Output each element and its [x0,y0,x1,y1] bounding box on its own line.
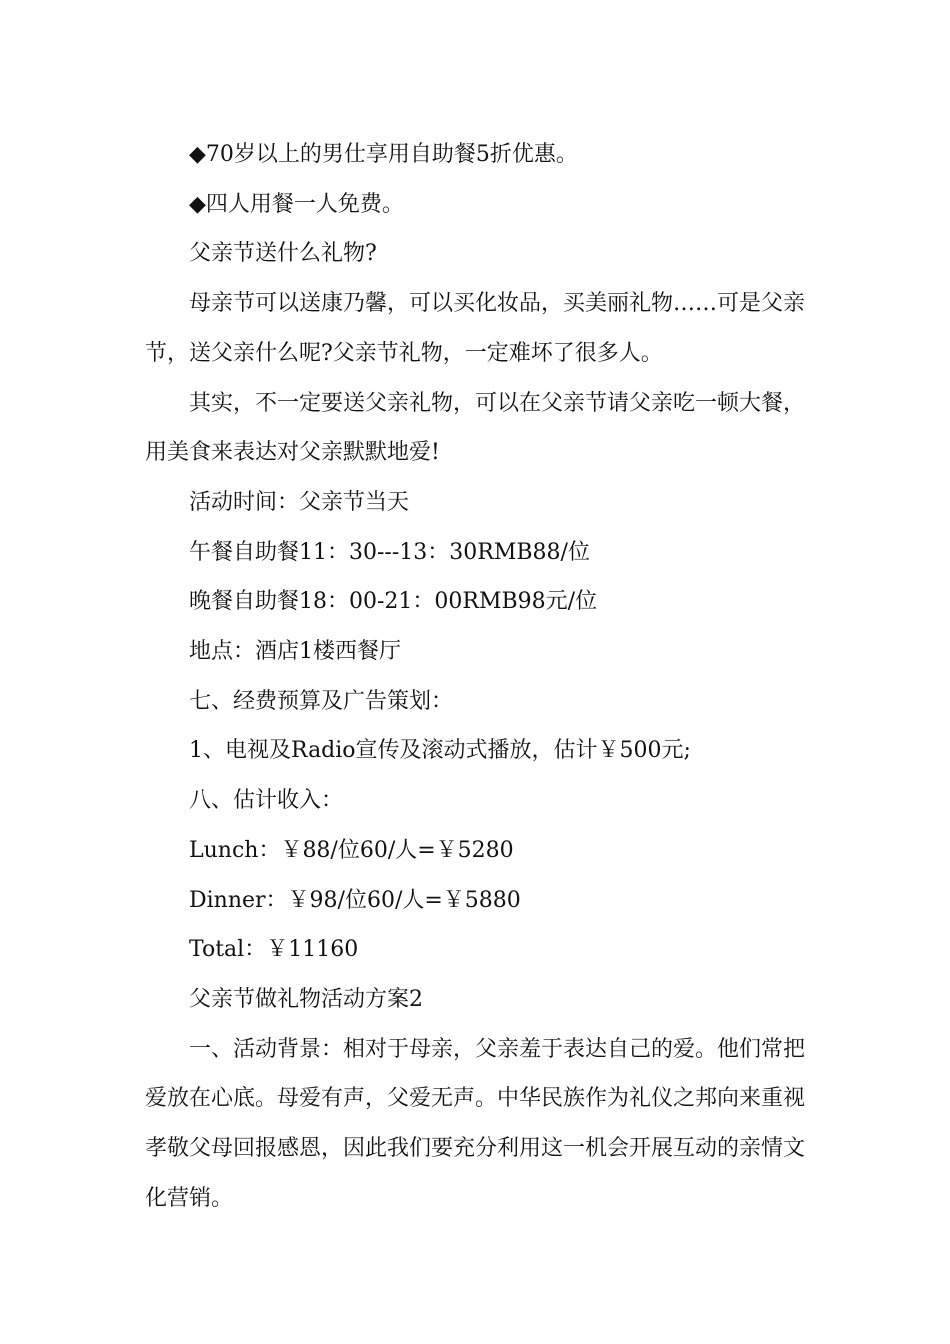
lunch-revenue-line: Lunch：￥88/位60/人=￥5280 [189,837,514,863]
section-seven-heading: 七、经费预算及广告策划： [189,688,454,714]
total-revenue-line: Total：￥11160 [189,937,359,963]
tv-radio-budget-line: 1、电视及Radio宣传及滚动式播放，估计￥500元; [189,738,691,764]
activity-time-line: 活动时间：父亲节当天 [189,489,410,515]
dinner-revenue-line: Dinner：￥98/位60/人=￥5880 [189,887,521,913]
plan-two-title: 父亲节做礼物活动方案2 [189,986,423,1012]
location-line: 地点：酒店1楼西餐厅 [189,639,401,665]
activity-background-paragraph: 一、活动背景：相对于母亲，父亲羞于表达自己的爱。他们常把爱放在心底。母爱有声，父爱无声。中华民族作为礼仪之邦向来重视孝敬父母回报感恩，因此我们要充分利用这一机会开展互动的亲情文化营销。 [145,1036,806,1211]
gift-question-heading: 父亲节送什么礼物? [189,241,377,267]
lunch-buffet-line: 午餐自助餐11：30---13：30RMB88/位 [189,539,590,565]
document-body [145,130,815,1223]
section-eight-heading: 八、估计收入： [189,788,344,814]
four-diners-free-line: ◆四人用餐一人免费。 [189,191,404,217]
dinner-buffet-line: 晚餐自助餐18：00-21：00RMB98元/位 [189,589,598,615]
discount-elderly-line: ◆70岁以上的男仕享用自助餐5折优惠。 [189,142,578,167]
dinner-suggestion-paragraph: 其实，不一定要送父亲礼物，可以在父亲节请父亲吃一顿大餐，用美食来表达对父亲默默地爱! [145,390,806,466]
mothers-day-paragraph: 母亲节可以送康乃馨，可以买化妆品，买美丽礼物……可是父亲节，送父亲什么呢?父亲节礼物，一定难坏了很多人。 [145,291,806,366]
